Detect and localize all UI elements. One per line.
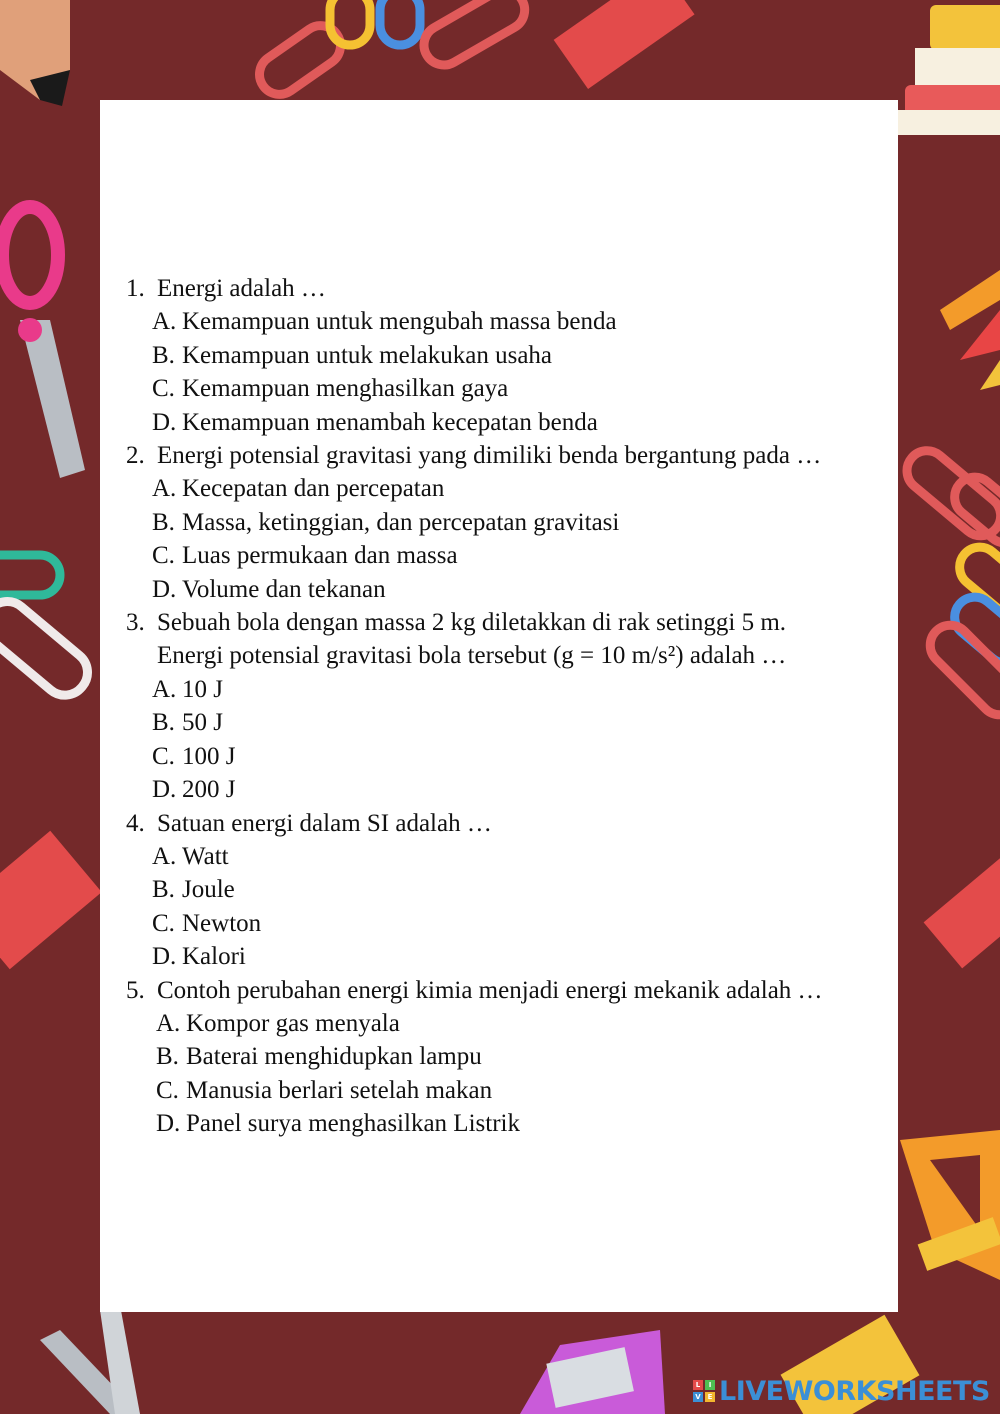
logo-letter: L (693, 1380, 703, 1390)
answer-option[interactable] (126, 372, 886, 405)
liveworksheets-logo-icon (693, 1380, 715, 1402)
paper-clip-icon (0, 555, 96, 704)
question-text: Sebuah bola dengan massa 2 kg diletakkan di rak setinggi 5 m. (157, 609, 787, 637)
question-number: 4. (126, 809, 145, 837)
option-text: Baterai menghidupkan lampu (186, 1043, 482, 1071)
option-text: Panel surya menghasilkan Listrik (186, 1110, 520, 1138)
option-text: 50 J (182, 709, 223, 737)
option-text: Kalori (182, 943, 246, 971)
option-text: Volume dan tekanan (182, 575, 386, 603)
option-letter: B. (152, 709, 175, 737)
liveworksheets-watermark (693, 1376, 990, 1406)
option-text: Kemampuan untuk mengubah massa benda (182, 308, 617, 336)
option-text: Watt (182, 842, 229, 870)
answer-option[interactable] (126, 940, 886, 973)
option-letter: A. (152, 675, 177, 703)
option-letter: C. (156, 1076, 179, 1104)
option-letter: A. (152, 842, 177, 870)
answer-option[interactable] (126, 1040, 886, 1073)
answer-option[interactable] (126, 1007, 886, 1040)
option-text: Kemampuan untuk melakukan usaha (182, 341, 553, 369)
question-1 (126, 272, 886, 439)
answer-option[interactable] (126, 907, 886, 940)
books-icon (895, 5, 1000, 135)
option-letter: A. (156, 1009, 181, 1037)
paper-clip-icon (899, 443, 1000, 723)
answer-option[interactable] (126, 873, 886, 906)
option-letter: D. (152, 776, 177, 804)
answer-option[interactable] (126, 539, 886, 572)
option-letter: D. (156, 1110, 181, 1138)
question-text: Satuan energi dalam SI adalah … (157, 809, 492, 837)
option-letter: A. (152, 308, 177, 336)
option-text: Kemampuan menambah kecepatan benda (182, 408, 598, 436)
option-letter: C. (152, 375, 175, 403)
sharpener-icon (520, 1330, 665, 1414)
logo-letter: V (693, 1392, 703, 1402)
option-text: 200 J (182, 776, 236, 804)
answer-option[interactable] (126, 573, 886, 606)
answer-option[interactable] (126, 706, 886, 739)
option-letter: B. (152, 341, 175, 369)
option-letter: B. (152, 508, 175, 536)
answer-option[interactable] (126, 406, 886, 439)
question-number: 1. (126, 275, 145, 302)
scissors-icon (2, 207, 85, 478)
answer-option[interactable] (126, 773, 886, 806)
question-text: Contoh perubahan energi kimia menjadi energi mekanik adalah … (157, 976, 823, 1004)
question-text: Energi adalah … (157, 275, 326, 302)
option-text: 100 J (182, 742, 236, 770)
option-text: Luas permukaan dan massa (182, 542, 458, 570)
question-2 (126, 439, 886, 606)
quiz-list (126, 272, 886, 1141)
option-letter: D. (152, 408, 177, 436)
question-4 (126, 807, 886, 974)
option-letter: D. (152, 943, 177, 971)
question-text: Energi potensial gravitasi yang dimiliki benda bergantung pada … (157, 442, 822, 470)
option-text: Newton (182, 909, 262, 937)
option-letter: A. (152, 475, 177, 503)
answer-option[interactable] (126, 1074, 886, 1107)
option-letter: D. (152, 575, 177, 603)
answer-option[interactable] (126, 305, 886, 338)
pencil-icon (0, 0, 70, 106)
answer-option[interactable] (126, 840, 886, 873)
option-letter: C. (152, 909, 175, 937)
option-text: Massa, ketinggian, dan percepatan gravitasi (182, 508, 620, 536)
option-letter: B. (156, 1043, 179, 1071)
option-text: Kompor gas menyala (186, 1009, 400, 1037)
logo-letter: E (705, 1392, 715, 1402)
option-text: Kemampuan menghasilkan gaya (182, 375, 509, 403)
question-number: 3. (126, 609, 145, 637)
option-text: 10 J (182, 675, 223, 703)
option-letter: B. (152, 876, 175, 904)
question-text: Energi potensial gravitasi bola tersebut (g = 10 m/s²) adalah … (157, 642, 787, 670)
logo-letter: I (705, 1380, 715, 1390)
option-letter: C. (152, 542, 175, 570)
ruler-icon (0, 831, 102, 969)
ruler-icon (924, 852, 1000, 969)
answer-option[interactable] (126, 472, 886, 505)
answer-option[interactable] (126, 673, 886, 706)
colored-pencils-icon (940, 270, 1000, 390)
answer-option[interactable] (126, 506, 886, 539)
answer-option[interactable] (126, 740, 886, 773)
watermark-text: LIVEWORKSHEETS (719, 1375, 990, 1407)
paper-clip-icon (252, 0, 532, 102)
set-square-icon (900, 1130, 1000, 1280)
question-number: 2. (126, 442, 145, 470)
option-text: Joule (182, 876, 235, 904)
question-3 (126, 606, 886, 806)
question-number: 5. (126, 976, 145, 1004)
question-5 (126, 974, 886, 1141)
option-text: Kecepatan dan percepatan (182, 475, 445, 503)
ruler-icon (554, 0, 695, 89)
answer-option[interactable] (126, 339, 886, 372)
answer-option[interactable] (126, 1107, 886, 1140)
option-letter: C. (152, 742, 175, 770)
option-text: Manusia berlari setelah makan (186, 1076, 493, 1104)
scissors-icon (40, 1305, 140, 1414)
